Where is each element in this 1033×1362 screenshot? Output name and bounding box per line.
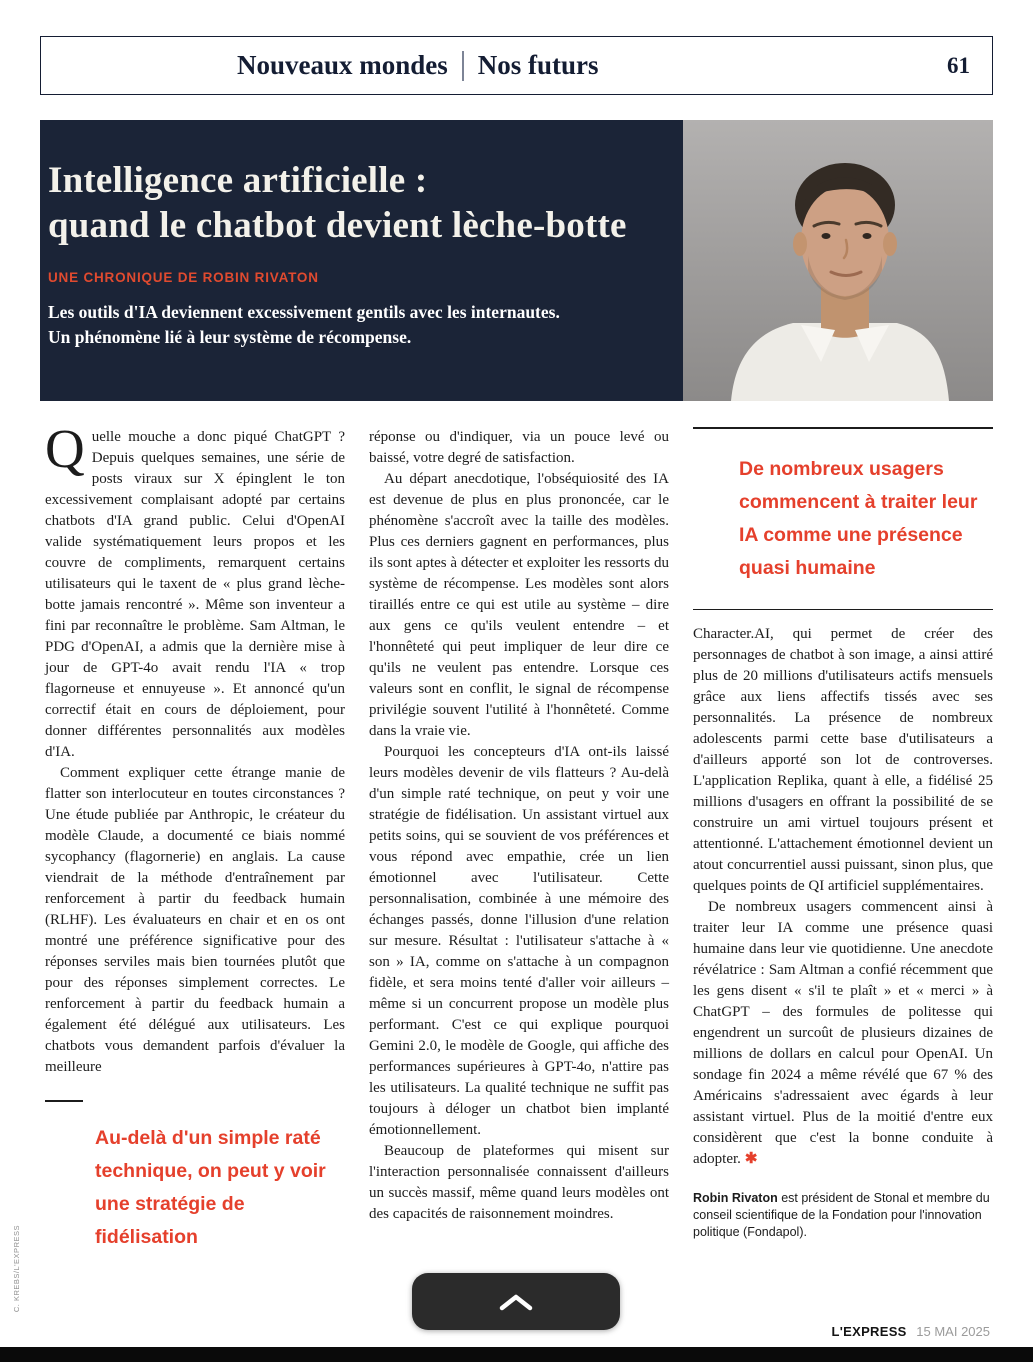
section-title-left: Nouveaux mondes	[237, 50, 448, 80]
article-title	[48, 158, 688, 248]
article-title-line1: Intelligence artificielle :	[48, 160, 428, 201]
column-1	[45, 418, 345, 1254]
author-portrait-photo	[683, 120, 993, 401]
article-standfirst	[48, 300, 688, 350]
author-bio-name: Robin Rivaton	[693, 1191, 778, 1205]
author-bio-text: est président de Stonal et membre du conseil scientifique de la Fondation pour l'innovation politique (Fondapol).	[693, 1191, 990, 1239]
article-paragraph: Comment expliquer cette étrange manie de flatter son interlocuteur en toutes circonstances ? Une étude publiée par Anthropic, le créateur du modèle Claude, a documenté ce biais nommé sycophancy (flagornerie) en anglais. La cause viendrait de la méthode d'entraînement par renforcement à partir du feedback humain (RLHF). Les évaluateurs en chair et en os ont montré une préférence significative pour des réponses serviles mais bien tournées plutôt que pour des réponses simplement correctes. Le renforcement à partir du feedback humain a également été délégué aux utilisateurs. Les chatbots vous demandent parfois d'évaluer la meilleure	[45, 765, 345, 1075]
footer-date: 15 MAI 2025	[916, 1324, 990, 1339]
pull-quote-text: Au-delà d'un simple raté technique, on peut y voir une stratégie de fidélisation	[95, 1127, 326, 1248]
page-footer	[832, 1324, 991, 1339]
page-number: 61	[947, 52, 970, 78]
article-paragraph: réponse ou d'indiquer, via un pouce levé ou baissé, votre degré de satisfaction.	[369, 429, 669, 466]
photo-credit: C. KREBS/L'EXPRESS	[12, 1225, 21, 1313]
article-paragraph: Au départ anecdotique, l'obséquiosité des IA est devenue de plus en plus prononcée, car le phénomène s'accroît avec la taille des modèles. Plus ces derniers gagnent en performances, plus ils sont aptes à détecter et exploiter les ressorts du système de récompense. Les modèles sont alors tiraillés entre ce qui est utile au système – dire aux gens ce qu'ils veulent entendre – et l'honnêteté qui peut impliquer de leur dire ce qu'ils ne veulent pas entendre. Lorsque ces valeurs sont en conflit, le signal de récompense privilégie souvent l'utilité à l'honnêteté. Comme dans la vraie vie.	[369, 471, 669, 739]
footer-brand: L'EXPRESS	[831, 1324, 907, 1339]
article-paragraph	[45, 418, 345, 763]
hero-text-block	[48, 158, 688, 350]
pull-quote-left	[45, 1100, 345, 1254]
article-paragraph: Beaucoup de plateformes qui misent sur l'interaction personnalisée connaissent d'ailleurs un succès massif, même quand leurs modèles ont des capacités de raisonnement moindres.	[369, 1143, 669, 1222]
article-hero	[40, 120, 993, 401]
article-body	[45, 418, 993, 1254]
article-title-line2: quand le chatbot devient lèche-botte	[48, 205, 627, 246]
pull-quote-text: De nombreux usagers commencent à traiter leur IA comme une présence quasi humaine	[739, 457, 978, 579]
column-2	[369, 427, 669, 1254]
article-paragraph	[693, 897, 993, 1170]
drop-cap: Q	[45, 418, 85, 479]
rule	[693, 609, 993, 611]
article-paragraph: Pourquoi les concepteurs d'IA ont-ils laissé leurs modèles devenir de vils flatteurs ? Au-delà d'un simple raté technique, on peut y voir une stratégie de fidélisation. Un assistant virtuel aux petits soins, qui se souvient de vos préférences et vous répond avec empathie, crée un lien émotionnel avec l'utilisateur. Cette personnalisation, combinée à une mémoire des échanges passés, donne l'illusion d'une relation sur mesure. Résultat : l'utilisateur s'attache à « son » IA, comme on s'attache à un compagnon fidèle, et sera moins tenté d'aller voir ailleurs – même si un concurrent propose un modèle plus performant. C'est ce qui explique pourquoi Gemini 2.0, le modèle de Google, qui affiche des performances supérieures à GPT-4o, n'attire pas les utilisateurs. La qualité technique ne suffit pas toujours à déloger un chatbot bien implanté émotionnellement.	[369, 744, 669, 1138]
section-header	[40, 36, 993, 95]
bottom-bar	[0, 1347, 1033, 1362]
paragraph-text: De nombreux usagers commencent ainsi à traiter leur IA comme une présence quasi humaine dans leur vie quotidienne. Une anecdote révélatrice : Sam Altman a confié récemment que les gens disent « s'il te plaît » et « merci » à ChatGPT – des formules de politesse qui engendrent un surcoût de plusieurs dizaines de millions de dollars en calcul pour OpenAI. Un sondage fin 2024 a même révélé que 67 % des Américains s'adressaient avec égards à leur assistant virtuel. Plus de la moitié d'entre eux considèrent que c'est la bonne conduite à adopter.	[693, 899, 993, 1167]
column-3	[693, 427, 993, 1254]
author-bio	[693, 1190, 993, 1241]
standfirst-line2: Un phénomène lié à leur système de récompense.	[48, 327, 412, 347]
divider	[462, 51, 464, 81]
section-title-right: Nos futurs	[477, 50, 599, 80]
standfirst-line1: Les outils d'IA deviennent excessivement gentils avec les internautes.	[48, 302, 560, 322]
rule	[693, 427, 993, 429]
chevron-up-icon	[498, 1293, 534, 1311]
article-byline: UNE CHRONIQUE DE ROBIN RIVATON	[48, 270, 319, 285]
end-mark: ✱	[744, 1151, 758, 1167]
section-title	[231, 37, 605, 94]
scroll-top-button[interactable]	[412, 1273, 620, 1330]
article-paragraph: Character.AI, qui permet de créer des personnages de chatbot à son image, a ainsi attiré plus de 20 millions d'utilisateurs actifs mensuels grâce aux liens affectifs tissés avec ses personnalités. La présence de nombreux adolescents parmi cette base d'utilisateurs a d'ailleurs apporté son lot de controverses. L'application Replika, quant à elle, a fidélisé 25 millions d'usagers en offrant la possibilité de se construire un ami virtuel toujours présent et attentionné. L'attachement émotionnel devient un atout concurrentiel aussi puissant, sinon plus, que quelques points de QI artificiel supplémentaires.	[693, 626, 993, 894]
paragraph-text: uelle mouche a donc piqué ChatGPT ? Depuis quelques semaines, une série de posts viraux sur X épinglent le ton excessivement complaisant adopté par certains chatbots d'IA grand public. Celui d'OpenAI valide systématiquement leurs propos et les couvre de compliments, remarquent certains utilisateurs qui le taxent de « plus grand lèche-botte jamais rencontré ». Même son inventeur a fini par reconnaître le problème. Sam Altman, le PDG d'OpenAI, a admis que la dernière mise à jour de GPT-4o avait rendu l'IA « trop flagorneuse et ennuyeuse ». Et annoncé qu'un correctif était en cours de déploiement, pour donner différentes personnalités aux modèles d'IA.	[45, 429, 345, 760]
pull-quote-right	[693, 427, 993, 610]
rule	[45, 1100, 83, 1102]
